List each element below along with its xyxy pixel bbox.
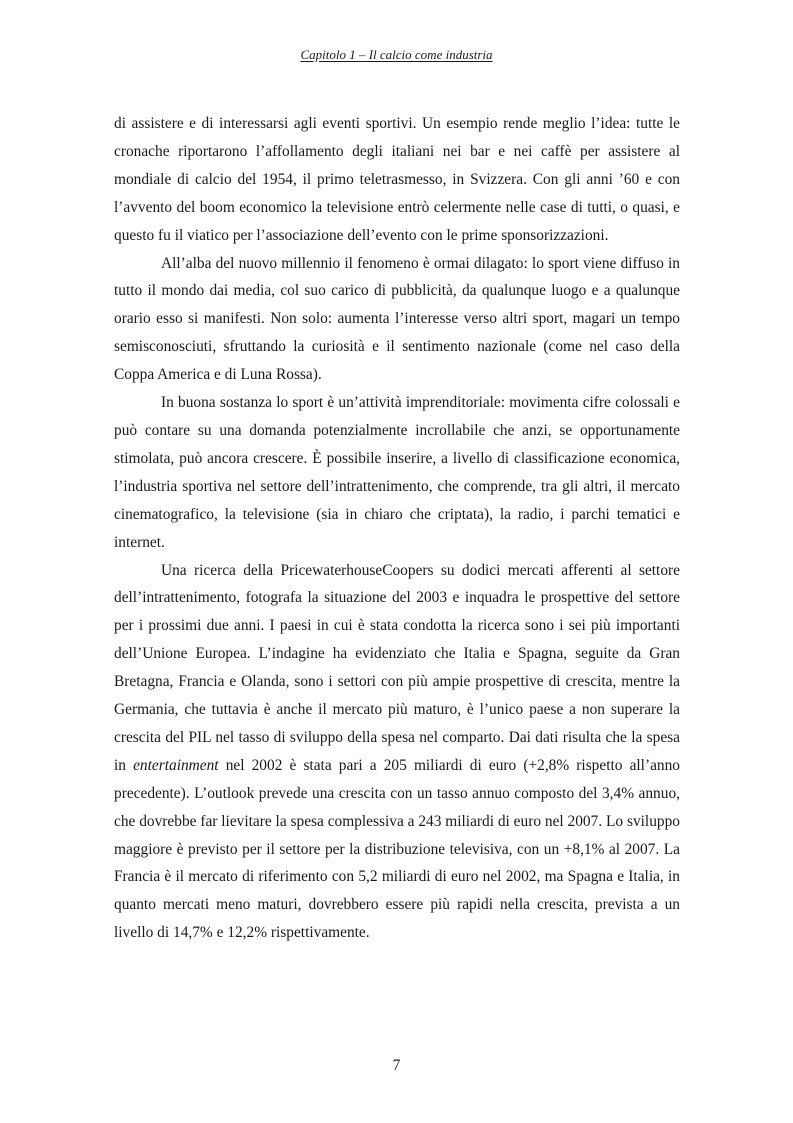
paragraph-continued: di assistere e di interessarsi agli eventi sportivi. Un esempio rende meglio l’idea: tutte le cronache riportarono l’affollamento degli italiani nei bar e nei caffè per assistere al mondiale di calcio del 1954, il primo teletrasmesso, in Svizzera. Con gli anni ’60 e con l’avvento del boom economico la televisione entrò celermente nelle case di tutti, o quasi, e questo fu il viatico per l’associazione dell’evento con le prime sponsorizzazioni. bbox=[114, 115, 680, 244]
paragraph-text-before-italic: Una ricerca della PricewaterhouseCoopers su dodici mercati afferenti al settore dell’intrattenimento, fotografa la situazione del 2003 e inquadra le prospettive del settore per i prossimi due anni. I paesi in cui è stata condotta la ricerca sono i sei più importanti dell’Unione Europea. L’indagine ha evidenziato che Italia e Spagna, seguite da Gran Bretagna, Francia e Olanda, sono i settori con più ampie prospettive di crescita, mentre la Germania, che tuttavia è anche il mercato più maturo, è l’unico paese a non superare la crescita del PIL nel tasso di sviluppo della spesa nel comparto. Dai dati risulta che la spesa in bbox=[114, 561, 680, 774]
body-text bbox=[114, 110, 680, 947]
page-number: 7 bbox=[392, 1057, 401, 1074]
italic-term: entertainment bbox=[133, 756, 219, 774]
chapter-title: Capitolo 1 – Il calcio come industria bbox=[300, 47, 493, 62]
paragraph-pwc-research bbox=[114, 557, 680, 948]
paragraph-sport-industry: In buona sostanza lo sport è un’attività imprenditoriale: movimenta cifre colossali e può contare su una domanda potenzialmente incrollabile che anzi, se opportunamente stimolata, può ancora crescere. È possibile inserire, a livello di classificazione economica, l’industria sportiva nel settore dell’intrattenimento, che comprende, tra gli altri, il mercato cinematografico, la televisione (sia in chiaro che criptata), la radio, i parchi tematici e internet. bbox=[114, 394, 680, 551]
running-header bbox=[0, 46, 793, 64]
paragraph-new-millennium: All’alba del nuovo millennio il fenomeno è ormai dilagato: lo sport viene diffuso in tutto il mondo dai media, col suo carico di pubblicità, da qualunque luogo e a qualunque orario esso si manifesti. Non solo: aumenta l’interesse verso altri sport, magari un tempo semisconosciuti, sfruttando la curiosità e il sentimento nazionale (come nel caso della Coppa America e di Luna Rossa). bbox=[114, 254, 680, 384]
paragraph-text-after-italic: nel 2002 è stata pari a 205 miliardi di euro (+2,8% rispetto all’anno precedente). L’outlook prevede una crescita con un tasso annuo composto del 3,4% annuo, che dovrebbe far lievitare la spesa complessiva a 243 miliardi di euro nel 2007. Lo sviluppo maggiore è previsto per il settore per la distribuzione televisiva, con un +8,1% al 2007. La Francia è il mercato di riferimento con 5,2 miliardi di euro nel 2002, ma Spagna e Italia, in quanto mercati meno maturi, dovrebbero essere più rapidi nella crescita, prevista a un livello di 14,7% e 12,2% rispettivamente. bbox=[114, 756, 680, 942]
